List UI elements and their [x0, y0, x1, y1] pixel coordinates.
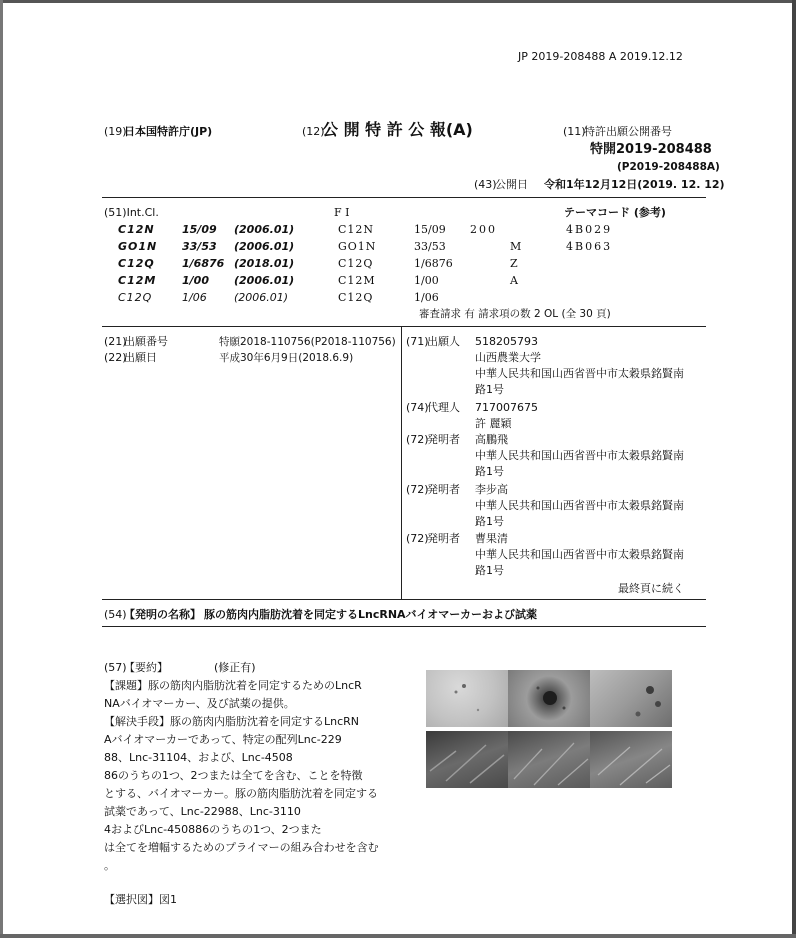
page-border-left: [0, 0, 3, 938]
inventor-address: 中華人民共和国山西省晋中市太穀県銘賢南: [475, 548, 684, 561]
abstract-line: Aバイオマーカーであって、特定の配列Lnc-229: [104, 733, 342, 746]
abstract-number: (57): [104, 661, 127, 674]
fi-suffix: Z: [510, 257, 518, 270]
continued-note: 最終頁に続く: [618, 582, 684, 595]
fi-number: 1/00: [414, 274, 439, 287]
applicant-id: 518205793: [475, 335, 538, 348]
intcl-label: (51)Int.Cl.: [104, 206, 159, 219]
agent-id: 717007675: [475, 401, 538, 414]
agent-label: 代理人: [427, 401, 460, 414]
fi-number: 15/09: [414, 223, 446, 236]
applicant-number: (71): [406, 335, 429, 348]
ipc-code: GO1N: [118, 240, 158, 253]
agent-number: (74): [406, 401, 429, 414]
application-number: 特願2018-110756(P2018-110756): [219, 336, 396, 348]
publication-reference: JP 2019-208488 A 2019.12.12: [518, 50, 683, 63]
ipc-version: (2006.01): [234, 291, 289, 304]
title-rule: [102, 626, 706, 627]
inventor-address: 中華人民共和国山西省晋中市太穀県銘賢南: [475, 499, 684, 512]
ipc-code: C12Q: [118, 291, 153, 304]
inventor-number: (72): [406, 532, 429, 545]
ipc-number: 33/53: [182, 240, 217, 253]
fi-number: 33/53: [414, 240, 446, 253]
fi-label: F I: [334, 206, 350, 219]
ipc-code: C12M: [118, 274, 157, 287]
pubno-label-number: (11): [563, 125, 586, 138]
publication-number-alt: (P2019-208488A): [617, 161, 720, 173]
ipc-version: (2006.01): [234, 274, 295, 287]
amended-note: (修正有): [214, 661, 256, 674]
abstract-line: NAバイオマーカー、及び試薬の提供。: [104, 697, 295, 710]
applicant-label: 出願人: [427, 335, 460, 348]
publication-date: 令和1年12月12日(2019. 12. 12): [544, 178, 725, 191]
fi-code: C12Q: [338, 291, 374, 304]
agent-name: 許 麗穎: [475, 417, 512, 430]
inventor-address-cont: 路1号: [475, 465, 504, 478]
micrograph-5: [508, 731, 590, 788]
micrograph-4: [426, 731, 508, 788]
appdate-number: (22): [104, 351, 127, 364]
ipc-number: 1/00: [182, 274, 209, 287]
inventor-label: 発明者: [427, 532, 460, 545]
publication-number: 特開2019-208488: [590, 142, 712, 157]
ipc-version: (2006.01): [234, 240, 295, 253]
page-border-bottom: [0, 934, 796, 938]
ipc-version: (2018.01): [234, 257, 295, 270]
inventor-name: 高鵬飛: [475, 433, 508, 446]
pubno-label: 特許出願公開番号: [584, 125, 672, 138]
examination-info: 審査請求 有 請求項の数 2 OL (全 30 頁): [419, 308, 611, 320]
page-border-top: [0, 0, 796, 3]
selected-figure-label: 【選択図】図1: [104, 893, 177, 906]
application-date: 平成30年6月9日(2018.6.9): [219, 352, 354, 364]
micrograph-3: [590, 670, 672, 727]
applicant-address: 中華人民共和国山西省晋中市太穀県銘賢南: [475, 367, 684, 380]
inventor-label: 発明者: [427, 483, 460, 496]
invention-title: 豚の筋肉内脂肪沈着を同定するLncRNAバイオマーカーおよび試薬: [204, 608, 537, 621]
abstract-line: 【解決手段】豚の筋肉内脂肪沈着を同定するLncRN: [104, 715, 360, 728]
document-kind-number: (12): [302, 125, 325, 138]
inventor-name: 李步高: [475, 483, 508, 496]
appdate-label: 出願日: [124, 351, 157, 364]
inventor-number: (72): [406, 483, 429, 496]
parties-divider: [401, 327, 402, 599]
document-kind: 公 開 特 許 公 報(A): [322, 120, 473, 139]
abstract-line: 86のうちの1つ、2つまたは全てを含む、ことを特徴: [104, 769, 363, 782]
micrograph-6: [590, 731, 672, 788]
applicant-address-cont: 路1号: [475, 383, 504, 396]
ipc-code: C12Q: [118, 257, 155, 270]
inventor-label: 発明者: [427, 433, 460, 446]
applicant-name: 山西農業大学: [475, 351, 541, 364]
ipc-number: 1/06: [182, 291, 207, 304]
fi-code: GO1N: [338, 240, 377, 253]
fi-suffix: 200: [470, 223, 497, 236]
title-number: (54): [104, 608, 127, 621]
fi-code: C12M: [338, 274, 376, 287]
abstract-line: 88、Lnc-31104、および、Lnc-4508: [104, 751, 293, 764]
abstract-label: 【要約】: [124, 661, 168, 674]
pubdate-number: (43): [474, 178, 497, 191]
classification-rule: [102, 326, 706, 327]
pubdate-label: 公開日: [495, 178, 528, 191]
theme-code: 4B063: [566, 240, 613, 253]
abstract-line: 試薬であって、Lnc-22988、Lnc-3110: [104, 805, 301, 818]
ipc-version: (2006.01): [234, 223, 295, 236]
title-label: 【発明の名称】: [124, 608, 201, 621]
ipc-number: 15/09: [182, 223, 217, 236]
ipc-number: 1/6876: [182, 257, 225, 270]
micrograph-1: [426, 670, 508, 727]
abstract-line: とする、バイオマーカー。豚の筋肉脂肪沈着を同定する: [104, 787, 379, 800]
fi-suffix: A: [510, 274, 518, 287]
appno-number: (21): [104, 335, 127, 348]
appno-label: 出願番号: [124, 335, 168, 348]
fi-suffix: M: [510, 240, 522, 253]
inventor-number: (72): [406, 433, 429, 446]
theme-code-label: テーマコード (参考): [564, 206, 666, 219]
header-rule: [102, 197, 706, 198]
inventor-address-cont: 路1号: [475, 515, 504, 528]
fi-code: C12Q: [338, 257, 374, 270]
fi-number: 1/6876: [414, 257, 453, 270]
office-number: (19): [104, 125, 127, 138]
inventor-address: 中華人民共和国山西省晋中市太穀県銘賢南: [475, 449, 684, 462]
abstract-line: 4およびLnc-450886のうちの1つ、2つまた: [104, 823, 322, 836]
abstract-line: 。: [104, 859, 115, 872]
micrograph-2: [508, 670, 590, 727]
inventor-name: 曹果清: [475, 532, 508, 545]
page-border-right: [792, 0, 796, 938]
abstract-line: 【課題】豚の筋肉内脂肪沈着を同定するためのLncR: [104, 679, 362, 692]
fi-number: 1/06: [414, 291, 439, 304]
fi-code: C12N: [338, 223, 375, 236]
abstract-line: は全てを増幅するためのプライマーの組み合わせを含む: [104, 841, 379, 854]
office-name: 日本国特許庁(JP): [124, 125, 213, 138]
ipc-code: C12N: [118, 223, 155, 236]
theme-code: 4B029: [566, 223, 613, 236]
inventor-address-cont: 路1号: [475, 564, 504, 577]
parties-rule: [102, 599, 706, 600]
